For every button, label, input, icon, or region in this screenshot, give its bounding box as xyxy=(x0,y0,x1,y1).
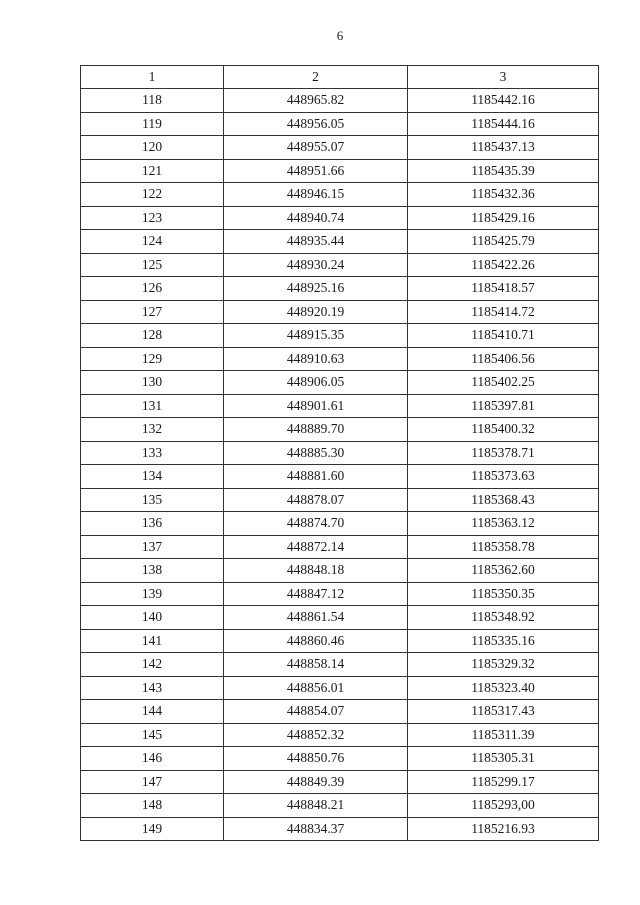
x-coordinate-cell: 448956.05 xyxy=(224,112,408,136)
y-coordinate-cell: 1185323.40 xyxy=(408,676,599,700)
table-row xyxy=(81,535,599,559)
x-coordinate-cell: 448925.16 xyxy=(224,277,408,301)
x-coordinate-cell: 448854.07 xyxy=(224,700,408,724)
y-coordinate-cell: 1185317.43 xyxy=(408,700,599,724)
y-coordinate-cell: 1185437.13 xyxy=(408,136,599,160)
y-coordinate-cell: 1185358.78 xyxy=(408,535,599,559)
point-number-cell: 127 xyxy=(81,300,224,324)
y-coordinate-cell: 1185400.32 xyxy=(408,418,599,442)
x-coordinate-cell: 448935.44 xyxy=(224,230,408,254)
table-row xyxy=(81,465,599,489)
table-row xyxy=(81,418,599,442)
table-row xyxy=(81,488,599,512)
y-coordinate-cell: 1185329.32 xyxy=(408,653,599,677)
x-coordinate-cell: 448872.14 xyxy=(224,535,408,559)
y-coordinate-cell: 1185410.71 xyxy=(408,324,599,348)
point-number-cell: 132 xyxy=(81,418,224,442)
y-coordinate-cell: 1185425.79 xyxy=(408,230,599,254)
page-number: 6 xyxy=(336,28,344,43)
y-coordinate-cell: 1185216.93 xyxy=(408,817,599,841)
y-coordinate-cell: 1185402.25 xyxy=(408,371,599,395)
point-number-cell: 141 xyxy=(81,629,224,653)
column-header-1: 1 xyxy=(81,66,224,89)
x-coordinate-cell: 448848.21 xyxy=(224,794,408,818)
table-row xyxy=(81,747,599,771)
x-coordinate-cell: 448930.24 xyxy=(224,253,408,277)
table-row xyxy=(81,324,599,348)
x-coordinate-cell: 448955.07 xyxy=(224,136,408,160)
x-coordinate-cell: 448951.66 xyxy=(224,159,408,183)
table-row xyxy=(81,277,599,301)
x-coordinate-cell: 448874.70 xyxy=(224,512,408,536)
point-number-cell: 120 xyxy=(81,136,224,160)
y-coordinate-cell: 1185414.72 xyxy=(408,300,599,324)
table-row xyxy=(81,230,599,254)
y-coordinate-cell: 1185442.16 xyxy=(408,89,599,113)
point-number-cell: 146 xyxy=(81,747,224,771)
x-coordinate-cell: 448852.32 xyxy=(224,723,408,747)
table-row xyxy=(81,206,599,230)
y-coordinate-cell: 1185435.39 xyxy=(408,159,599,183)
point-number-cell: 136 xyxy=(81,512,224,536)
x-coordinate-cell: 448906.05 xyxy=(224,371,408,395)
y-coordinate-cell: 1185397.81 xyxy=(408,394,599,418)
x-coordinate-cell: 448861.54 xyxy=(224,606,408,630)
point-number-cell: 130 xyxy=(81,371,224,395)
table-header-row xyxy=(81,66,599,89)
table-row xyxy=(81,700,599,724)
y-coordinate-cell: 1185378.71 xyxy=(408,441,599,465)
table-row xyxy=(81,582,599,606)
x-coordinate-cell: 448847.12 xyxy=(224,582,408,606)
table-row xyxy=(81,112,599,136)
point-number-cell: 149 xyxy=(81,817,224,841)
coordinates-table-body xyxy=(81,66,599,841)
table-row xyxy=(81,183,599,207)
point-number-cell: 121 xyxy=(81,159,224,183)
point-number-cell: 122 xyxy=(81,183,224,207)
x-coordinate-cell: 448940.74 xyxy=(224,206,408,230)
y-coordinate-cell: 1185429.16 xyxy=(408,206,599,230)
table-row xyxy=(81,159,599,183)
table-row xyxy=(81,770,599,794)
x-coordinate-cell: 448860.46 xyxy=(224,629,408,653)
coordinates-table xyxy=(80,65,599,841)
y-coordinate-cell: 1185362.60 xyxy=(408,559,599,583)
x-coordinate-cell: 448910.63 xyxy=(224,347,408,371)
x-coordinate-cell: 448856.01 xyxy=(224,676,408,700)
x-coordinate-cell: 448885.30 xyxy=(224,441,408,465)
table-row xyxy=(81,559,599,583)
y-coordinate-cell: 1185422.26 xyxy=(408,253,599,277)
point-number-cell: 147 xyxy=(81,770,224,794)
y-coordinate-cell: 1185311.39 xyxy=(408,723,599,747)
x-coordinate-cell: 448915.35 xyxy=(224,324,408,348)
point-number-cell: 124 xyxy=(81,230,224,254)
y-coordinate-cell: 1185348.92 xyxy=(408,606,599,630)
table-row xyxy=(81,512,599,536)
table-row xyxy=(81,723,599,747)
point-number-cell: 126 xyxy=(81,277,224,301)
y-coordinate-cell: 1185363.12 xyxy=(408,512,599,536)
x-coordinate-cell: 448965.82 xyxy=(224,89,408,113)
table-row xyxy=(81,394,599,418)
y-coordinate-cell: 1185373.63 xyxy=(408,465,599,489)
point-number-cell: 123 xyxy=(81,206,224,230)
point-number-cell: 125 xyxy=(81,253,224,277)
x-coordinate-cell: 448946.15 xyxy=(224,183,408,207)
column-header-2: 2 xyxy=(224,66,408,89)
table-row xyxy=(81,371,599,395)
x-coordinate-cell: 448889.70 xyxy=(224,418,408,442)
table-row xyxy=(81,653,599,677)
point-number-cell: 145 xyxy=(81,723,224,747)
table-row xyxy=(81,817,599,841)
x-coordinate-cell: 448901.61 xyxy=(224,394,408,418)
point-number-cell: 143 xyxy=(81,676,224,700)
y-coordinate-cell: 1185406.56 xyxy=(408,347,599,371)
y-coordinate-cell: 1185305.31 xyxy=(408,747,599,771)
point-number-cell: 131 xyxy=(81,394,224,418)
point-number-cell: 134 xyxy=(81,465,224,489)
point-number-cell: 139 xyxy=(81,582,224,606)
point-number-cell: 148 xyxy=(81,794,224,818)
table-row xyxy=(81,347,599,371)
x-coordinate-cell: 448849.39 xyxy=(224,770,408,794)
table-row xyxy=(81,136,599,160)
point-number-cell: 118 xyxy=(81,89,224,113)
y-coordinate-cell: 1185368.43 xyxy=(408,488,599,512)
x-coordinate-cell: 448848.18 xyxy=(224,559,408,583)
y-coordinate-cell: 1185350.35 xyxy=(408,582,599,606)
table-row xyxy=(81,794,599,818)
point-number-cell: 135 xyxy=(81,488,224,512)
y-coordinate-cell: 1185293,00 xyxy=(408,794,599,818)
x-coordinate-cell: 448920.19 xyxy=(224,300,408,324)
point-number-cell: 129 xyxy=(81,347,224,371)
point-number-cell: 142 xyxy=(81,653,224,677)
x-coordinate-cell: 448858.14 xyxy=(224,653,408,677)
x-coordinate-cell: 448834.37 xyxy=(224,817,408,841)
point-number-cell: 128 xyxy=(81,324,224,348)
y-coordinate-cell: 1185418.57 xyxy=(408,277,599,301)
x-coordinate-cell: 448878.07 xyxy=(224,488,408,512)
table-row xyxy=(81,606,599,630)
y-coordinate-cell: 1185432.36 xyxy=(408,183,599,207)
point-number-cell: 137 xyxy=(81,535,224,559)
point-number-cell: 140 xyxy=(81,606,224,630)
point-number-cell: 133 xyxy=(81,441,224,465)
table-row xyxy=(81,629,599,653)
table-row xyxy=(81,676,599,700)
x-coordinate-cell: 448881.60 xyxy=(224,465,408,489)
y-coordinate-cell: 1185299.17 xyxy=(408,770,599,794)
y-coordinate-cell: 1185444.16 xyxy=(408,112,599,136)
table-row xyxy=(81,253,599,277)
x-coordinate-cell: 448850.76 xyxy=(224,747,408,771)
point-number-cell: 138 xyxy=(81,559,224,583)
table-row xyxy=(81,89,599,113)
y-coordinate-cell: 1185335.16 xyxy=(408,629,599,653)
table-row xyxy=(81,441,599,465)
point-number-cell: 119 xyxy=(81,112,224,136)
point-number-cell: 144 xyxy=(81,700,224,724)
column-header-3: 3 xyxy=(408,66,599,89)
table-row xyxy=(81,300,599,324)
